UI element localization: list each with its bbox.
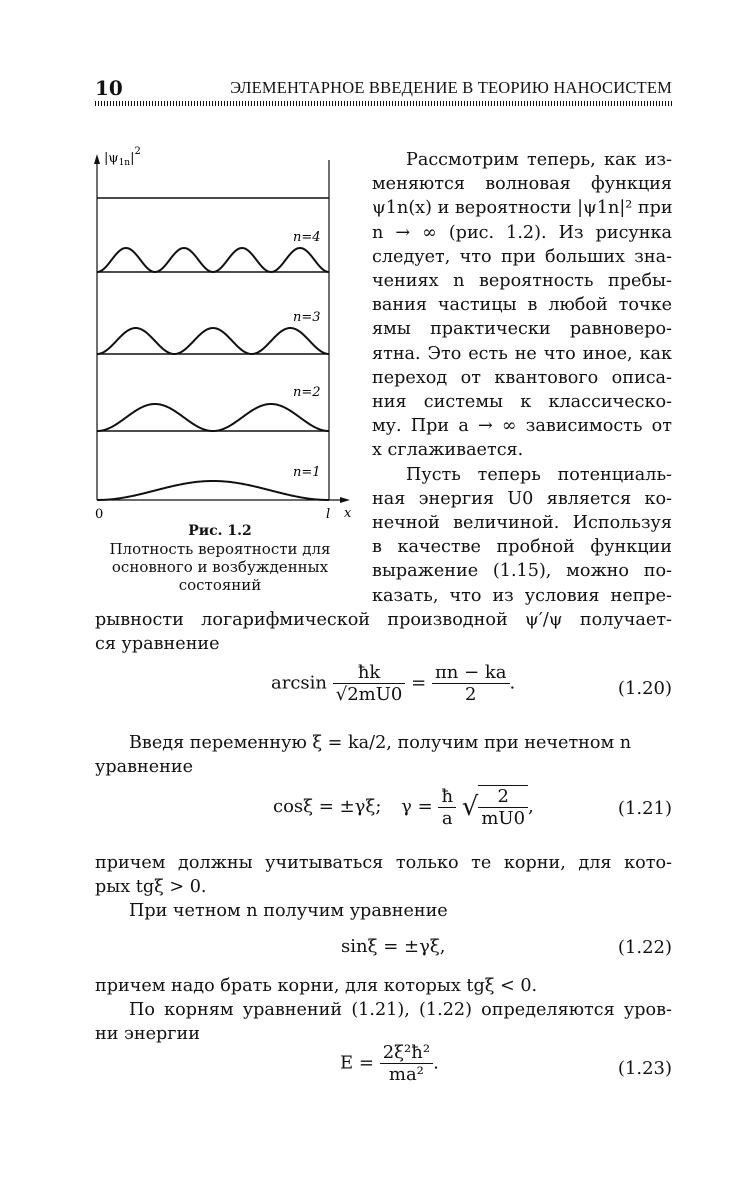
caption-line: Плотность вероятности для: [109, 540, 331, 558]
denominator: ma²: [388, 1064, 424, 1085]
eq-gamma: γ =: [401, 796, 433, 817]
paragraph: [95, 851, 672, 924]
text-line: ни энергии: [95, 1024, 200, 1045]
body-text: [95, 608, 672, 656]
text-line: При четном n получим уравнение: [129, 901, 448, 922]
eq-sin: sinξ = ±γξ,: [341, 936, 446, 957]
equation-1-20: arcsin $\frac{ħk}{√2mU0}$ = $\frac{\pi n - ka}{2}$ .: [271, 662, 516, 705]
caption-line: состояний: [178, 576, 262, 594]
equation-number: (1.20): [617, 678, 672, 699]
origin-label: 0: [95, 507, 104, 522]
text-line: рывности логарифмической производной ψ′/ψ получает-: [95, 610, 672, 630]
numerator: ħ: [438, 786, 456, 808]
text-line: уравнение: [95, 757, 194, 778]
label-n4: n=4: [293, 230, 321, 245]
text-line: вания частицы в любой точке: [372, 295, 672, 316]
text-line: переход от квантового описа-: [372, 367, 672, 388]
label-n1: n=1: [293, 465, 321, 480]
text-line: Пусть теперь потенциаль-: [406, 464, 672, 485]
denominator: mU0: [481, 808, 526, 829]
eq-function: arcsin: [271, 672, 328, 694]
text-line: ψ1n(x) и вероятности |ψ1n|² при: [372, 198, 673, 219]
equation-1-22: [341, 936, 446, 957]
text-line: причем надо брать корни, для которых tgξ < 0.: [95, 976, 538, 996]
numerator: 2: [478, 786, 528, 808]
fraction: [380, 1042, 433, 1085]
numerator: πn − ka: [432, 662, 510, 684]
l-label: l: [326, 507, 331, 522]
fraction: [432, 662, 510, 705]
y-axis-label: $|\psi_{1n}|^2$: [104, 146, 141, 168]
text-line: следует, что при больших зна-: [372, 246, 672, 267]
text-line: му. При a → ∞ зависимость от: [372, 416, 672, 437]
text-line: нечной величиной. Используя: [372, 513, 672, 534]
equation-number: (1.22): [617, 937, 672, 958]
text-line: Введя переменную ξ = ka/2, получим при нечетном n: [129, 733, 632, 753]
figure-1-2: [88, 140, 368, 522]
equation-1-23: E = $\frac{\text{2ξ²ħ²}}{\text{ma²}}$ .: [340, 1042, 439, 1085]
label-n3: n=3: [293, 310, 321, 325]
text-line: чениях n вероятность пребы-: [372, 271, 672, 292]
text-line: в качестве пробной функции: [372, 537, 672, 558]
equation-number: (1.23): [617, 1058, 672, 1079]
text-line: ся уравнение: [95, 634, 220, 655]
equation-number: (1.21): [617, 798, 672, 819]
fraction: [478, 785, 528, 829]
eq-lhs: E =: [340, 1052, 374, 1074]
text-line: казать, что из условия непре-: [372, 585, 672, 606]
text-line: n → ∞ (рис. 1.2). Из рисунка: [372, 222, 672, 243]
header-rule: [95, 101, 672, 106]
text-line: ямы практически равноверо-: [372, 319, 672, 340]
curve-n4: [97, 248, 329, 272]
text-line: x сглаживается.: [372, 440, 524, 461]
fraction: [333, 662, 406, 705]
text-line: рых tgξ > 0.: [95, 877, 207, 898]
numerator: 2ξ²ħ²: [380, 1042, 433, 1064]
text-line: Рассмотрим теперь, как из-: [406, 150, 672, 170]
figure-caption: [100, 522, 340, 594]
x-axis-label: x: [344, 506, 352, 521]
text-line: ятна. Это есть не что иное, как: [372, 343, 672, 364]
denominator: √2mU0: [335, 684, 403, 705]
page-number: 10: [95, 76, 123, 100]
numerator: ħk: [333, 662, 406, 684]
curve-n1: [97, 481, 329, 500]
curve-n3: [97, 328, 329, 354]
text-line: причем должны учитываться только те корни, для кото-: [95, 853, 672, 873]
text-line: По корням уравнений (1.21), (1.22) определяются уров-: [129, 1000, 672, 1021]
denominator: 2: [465, 684, 477, 705]
x-axis-arrow: [340, 497, 350, 503]
paragraph: [95, 731, 672, 779]
paragraph: [95, 974, 672, 1047]
equation-1-21: cosξ = ±γξ; γ = $\frac{ħ}{a}$ √ $\frac{2}{mU0}$ ,: [273, 785, 534, 829]
text-line: меняются волновая функция: [372, 174, 672, 195]
wrap-text: [372, 148, 672, 608]
caption-line: основного и возбужденных: [111, 558, 329, 576]
caption-title: Рис. 1.2: [188, 523, 252, 539]
running-title: ЭЛЕМЕНТАРНОЕ ВВЕДЕНИЕ В ТЕОРИЮ НАНОСИСТЕМ: [230, 78, 672, 97]
text-line: ная энергия U0 является ко-: [372, 488, 672, 509]
label-n2: n=2: [293, 385, 321, 400]
y-axis-arrow: [94, 154, 100, 164]
denominator: a: [441, 807, 453, 829]
text-line: ния системы к классическо-: [372, 392, 672, 413]
curve-n2: [97, 404, 329, 431]
eq-cos: cosξ = ±γξ;: [273, 796, 382, 817]
fraction: [438, 786, 456, 829]
text-line: выражение (1.15), можно по-: [372, 561, 672, 582]
